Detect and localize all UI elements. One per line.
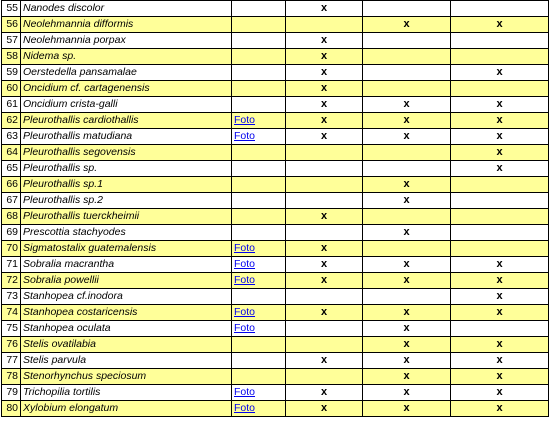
photo-link[interactable]: Foto [234,114,256,126]
row-number: 80 [2,401,21,417]
table-row [2,177,549,193]
table-row [2,209,549,225]
table-row [2,113,549,129]
row-number: 61 [2,97,21,113]
presence-mark-col1: x [286,257,363,273]
table-row [2,369,549,385]
photo-cell [232,177,286,193]
species-name: Stelis parvula [21,353,232,369]
presence-mark-col3: x [451,65,549,81]
photo-cell [232,289,286,305]
table-row [2,129,549,145]
presence-mark-col1: x [286,81,363,97]
presence-mark-col1: x [286,401,363,417]
photo-cell [232,113,286,129]
photo-link[interactable]: Foto [234,130,256,142]
photo-cell [232,337,286,353]
row-number: 70 [2,241,21,257]
presence-mark-col1 [286,17,363,33]
photo-link[interactable]: Foto [234,386,256,398]
row-number: 56 [2,17,21,33]
presence-mark-col2 [363,65,451,81]
species-name: Stanhopea cf.inodora [21,289,232,305]
presence-mark-col3 [451,81,549,97]
table-row [2,225,549,241]
photo-cell [232,81,286,97]
presence-mark-col1: x [286,113,363,129]
presence-mark-col3 [451,209,549,225]
species-name: Oncidium crista-galli [21,97,232,113]
presence-mark-col2: x [363,129,451,145]
presence-mark-col2 [363,81,451,97]
presence-mark-col3: x [451,17,549,33]
photo-link[interactable]: Foto [234,322,256,334]
presence-mark-col2: x [363,337,451,353]
presence-mark-col2: x [363,321,451,337]
presence-mark-col3: x [451,161,549,177]
presence-mark-col1: x [286,353,363,369]
species-name: Pleurothallis segovensis [21,145,232,161]
table-row [2,305,549,321]
species-name: Sigmatostalix guatemalensis [21,241,232,257]
presence-mark-col1: x [286,385,363,401]
table-row [2,33,549,49]
presence-mark-col2 [363,241,451,257]
species-name: Pleurothallis sp.1 [21,177,232,193]
species-name: Oerstedella pansamalae [21,65,232,81]
presence-mark-col3: x [451,337,549,353]
presence-mark-col1: x [286,49,363,65]
presence-mark-col2 [363,289,451,305]
presence-mark-col3: x [451,97,549,113]
presence-mark-col1: x [286,241,363,257]
table-row [2,241,549,257]
presence-mark-col2: x [363,17,451,33]
presence-mark-col1 [286,369,363,385]
row-number: 72 [2,273,21,289]
row-number: 63 [2,129,21,145]
row-number: 68 [2,209,21,225]
photo-cell [232,305,286,321]
presence-mark-col1 [286,337,363,353]
photo-link[interactable]: Foto [234,306,256,318]
presence-mark-col3: x [451,273,549,289]
presence-mark-col2: x [363,273,451,289]
row-number: 79 [2,385,21,401]
table-row [2,337,549,353]
presence-mark-col2: x [363,305,451,321]
photo-cell [232,17,286,33]
presence-mark-col2: x [363,257,451,273]
photo-cell [232,129,286,145]
species-name: Stanhopea oculata [21,321,232,337]
species-name: Trichopilia tortilis [21,385,232,401]
photo-cell [232,1,286,17]
row-number: 76 [2,337,21,353]
table-row [2,145,549,161]
photo-cell [232,353,286,369]
presence-mark-col2 [363,1,451,17]
presence-mark-col1 [286,177,363,193]
species-name: Stenorhynchus speciosum [21,369,232,385]
presence-mark-col3: x [451,401,549,417]
species-name: Stelis ovatilabia [21,337,232,353]
presence-mark-col3 [451,49,549,65]
species-name: Oncidium cf. cartagenensis [21,81,232,97]
table-row [2,273,549,289]
presence-mark-col2: x [363,369,451,385]
species-name: Neolehmannia porpax [21,33,232,49]
table-row [2,385,549,401]
presence-mark-col3 [451,1,549,17]
presence-mark-col3 [451,321,549,337]
presence-mark-col2 [363,49,451,65]
table-row [2,17,549,33]
presence-mark-col3: x [451,145,549,161]
row-number: 74 [2,305,21,321]
presence-mark-col2: x [363,385,451,401]
table-row [2,193,549,209]
presence-mark-col3: x [451,353,549,369]
row-number: 65 [2,161,21,177]
photo-cell [232,369,286,385]
row-number: 62 [2,113,21,129]
presence-mark-col1: x [286,1,363,17]
species-name: Pleurothallis sp.2 [21,193,232,209]
photo-cell [232,225,286,241]
photo-cell [232,401,286,417]
row-number: 69 [2,225,21,241]
presence-mark-col2 [363,33,451,49]
presence-mark-col2: x [363,353,451,369]
species-table [1,0,549,417]
presence-mark-col3 [451,225,549,241]
presence-mark-col1 [286,289,363,305]
photo-cell [232,209,286,225]
presence-mark-col1 [286,145,363,161]
row-number: 71 [2,257,21,273]
table-row [2,161,549,177]
table-row [2,49,549,65]
presence-mark-col2: x [363,225,451,241]
species-name: Pleurothallis cardiothallis [21,113,232,129]
presence-mark-col2 [363,209,451,225]
row-number: 66 [2,177,21,193]
row-number: 75 [2,321,21,337]
row-number: 77 [2,353,21,369]
photo-link[interactable]: Foto [234,402,256,414]
species-table-body [2,1,549,417]
presence-mark-col3: x [451,305,549,321]
presence-mark-col1: x [286,129,363,145]
photo-cell [232,65,286,81]
species-name: Pleurothallis sp. [21,161,232,177]
row-number: 60 [2,81,21,97]
species-name: Nidema sp. [21,49,232,65]
table-row [2,401,549,417]
table-row [2,353,549,369]
table-row [2,289,549,305]
photo-link[interactable]: Foto [234,274,256,286]
photo-cell [232,49,286,65]
photo-cell [232,145,286,161]
row-number: 59 [2,65,21,81]
table-row [2,97,549,113]
species-name: Pleurothallis tuerckheimii [21,209,232,225]
presence-mark-col3: x [451,369,549,385]
presence-mark-col2: x [363,97,451,113]
presence-mark-col2: x [363,177,451,193]
photo-link[interactable]: Foto [234,242,256,254]
presence-mark-col3 [451,177,549,193]
presence-mark-col3 [451,241,549,257]
photo-cell [232,273,286,289]
row-number: 73 [2,289,21,305]
presence-mark-col2: x [363,113,451,129]
species-name: Neolehmannia difformis [21,17,232,33]
presence-mark-col1: x [286,65,363,81]
presence-mark-col2: x [363,401,451,417]
table-row [2,65,549,81]
presence-mark-col1: x [286,305,363,321]
species-name: Sobralia powellii [21,273,232,289]
presence-mark-col3 [451,193,549,209]
species-name: Sobralia macrantha [21,257,232,273]
row-number: 57 [2,33,21,49]
photo-cell [232,257,286,273]
presence-mark-col3 [451,33,549,49]
species-name: Pleurothallis matudiana [21,129,232,145]
row-number: 67 [2,193,21,209]
photo-cell [232,321,286,337]
presence-mark-col3: x [451,113,549,129]
photo-cell [232,97,286,113]
presence-mark-col1: x [286,97,363,113]
species-name: Xylobium elongatum [21,401,232,417]
table-row [2,321,549,337]
table-row [2,257,549,273]
photo-cell [232,161,286,177]
presence-mark-col1 [286,161,363,177]
species-name: Stanhopea costaricensis [21,305,232,321]
table-row [2,1,549,17]
presence-mark-col1: x [286,33,363,49]
photo-cell [232,33,286,49]
presence-mark-col1 [286,321,363,337]
species-name: Prescottia stachyodes [21,225,232,241]
species-name: Nanodes discolor [21,1,232,17]
row-number: 58 [2,49,21,65]
presence-mark-col3: x [451,385,549,401]
presence-mark-col1: x [286,209,363,225]
row-number: 64 [2,145,21,161]
presence-mark-col1 [286,193,363,209]
presence-mark-col2: x [363,193,451,209]
presence-mark-col3: x [451,289,549,305]
presence-mark-col3: x [451,257,549,273]
row-number: 78 [2,369,21,385]
presence-mark-col2 [363,161,451,177]
row-number: 55 [2,1,21,17]
table-row [2,81,549,97]
presence-mark-col3: x [451,129,549,145]
presence-mark-col1: x [286,273,363,289]
photo-cell [232,385,286,401]
presence-mark-col2 [363,145,451,161]
photo-cell [232,193,286,209]
presence-mark-col1 [286,225,363,241]
photo-cell [232,241,286,257]
photo-link[interactable]: Foto [234,258,256,270]
